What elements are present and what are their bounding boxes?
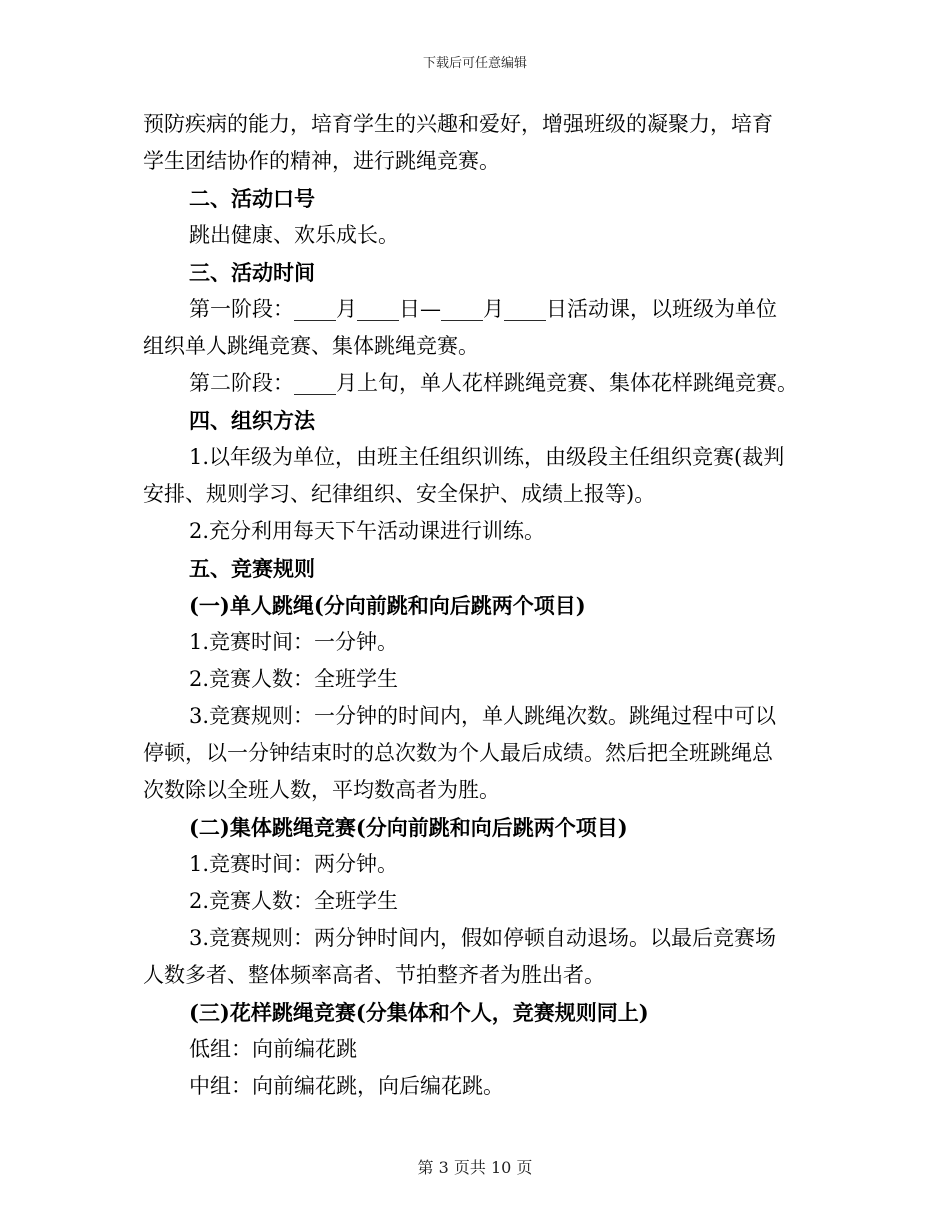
paragraph-line: 组织单人跳绳竞赛、集体跳绳竞赛。	[143, 334, 479, 358]
paragraph-line: 次数除以全班人数，平均数高者为胜。	[143, 778, 500, 802]
paragraph-line: 3.竞赛规则：一分钟的时间内，单人跳绳次数。跳绳过程中可以	[189, 704, 777, 728]
section-heading: 四、组织方法	[189, 408, 315, 433]
document-body	[143, 106, 810, 1105]
section-heading: 二、活动口号	[189, 186, 315, 211]
paragraph-line: 学生团结协作的精神，进行跳绳竞赛。	[143, 149, 500, 173]
paragraph-line: 停顿，以一分钟结束时的总次数为个人最后成绩。然后把全班跳绳总	[143, 741, 773, 765]
section-heading: (一)单人跳绳(分向前跳和向后跳两个项目)	[189, 593, 586, 618]
paragraph-line: 中组：向前编花跳，向后编花跳。	[189, 1074, 504, 1098]
paragraph-line: 1.以年级为单位，由班主任组织训练，由级段主任组织竞赛(裁判	[189, 445, 785, 469]
section-heading: 三、活动时间	[189, 260, 315, 285]
paragraph-line: 1.竞赛时间：一分钟。	[189, 630, 399, 654]
paragraph-line: 低组：向前编花跳	[189, 1037, 357, 1061]
paragraph-line: 2.充分利用每天下午活动课进行训练。	[189, 519, 546, 543]
header-note: 下载后可任意编辑	[422, 56, 527, 71]
paragraph-line: 预防疾病的能力，培育学生的兴趣和爱好，增强班级的凝聚力，培育	[143, 112, 773, 136]
paragraph-line: 2.竞赛人数：全班学生	[189, 889, 399, 913]
section-heading: 五、竞赛规则	[189, 556, 315, 581]
paragraph-line: 第一阶段：____月____日—____月____日活动课，以班级为单位	[189, 297, 777, 321]
page-number-footer: 第 3 页共 10 页	[417, 1158, 533, 1177]
paragraph-line: 3.竞赛规则：两分钟时间内，假如停顿自动退场。以最后竞赛场	[189, 926, 777, 950]
paragraph-line: 第二阶段：____月上旬，单人花样跳绳竞赛、集体花样跳绳竞赛。	[189, 371, 798, 395]
section-heading: (三)花样跳绳竞赛(分集体和个人，竞赛规则同上)	[189, 1000, 649, 1025]
paragraph-line: 安排、规则学习、纪律组织、安全保护、成绩上报等)。	[143, 482, 656, 506]
paragraph-line: 1.竞赛时间：两分钟。	[189, 852, 399, 876]
paragraph-line: 跳出健康、欢乐成长。	[189, 223, 399, 247]
paragraph-line: 人数多者、整体频率高者、节拍整齐者为胜出者。	[143, 963, 605, 987]
section-heading: (二)集体跳绳竞赛(分向前跳和向后跳两个项目)	[189, 815, 628, 840]
paragraph-line: 2.竞赛人数：全班学生	[189, 667, 399, 691]
